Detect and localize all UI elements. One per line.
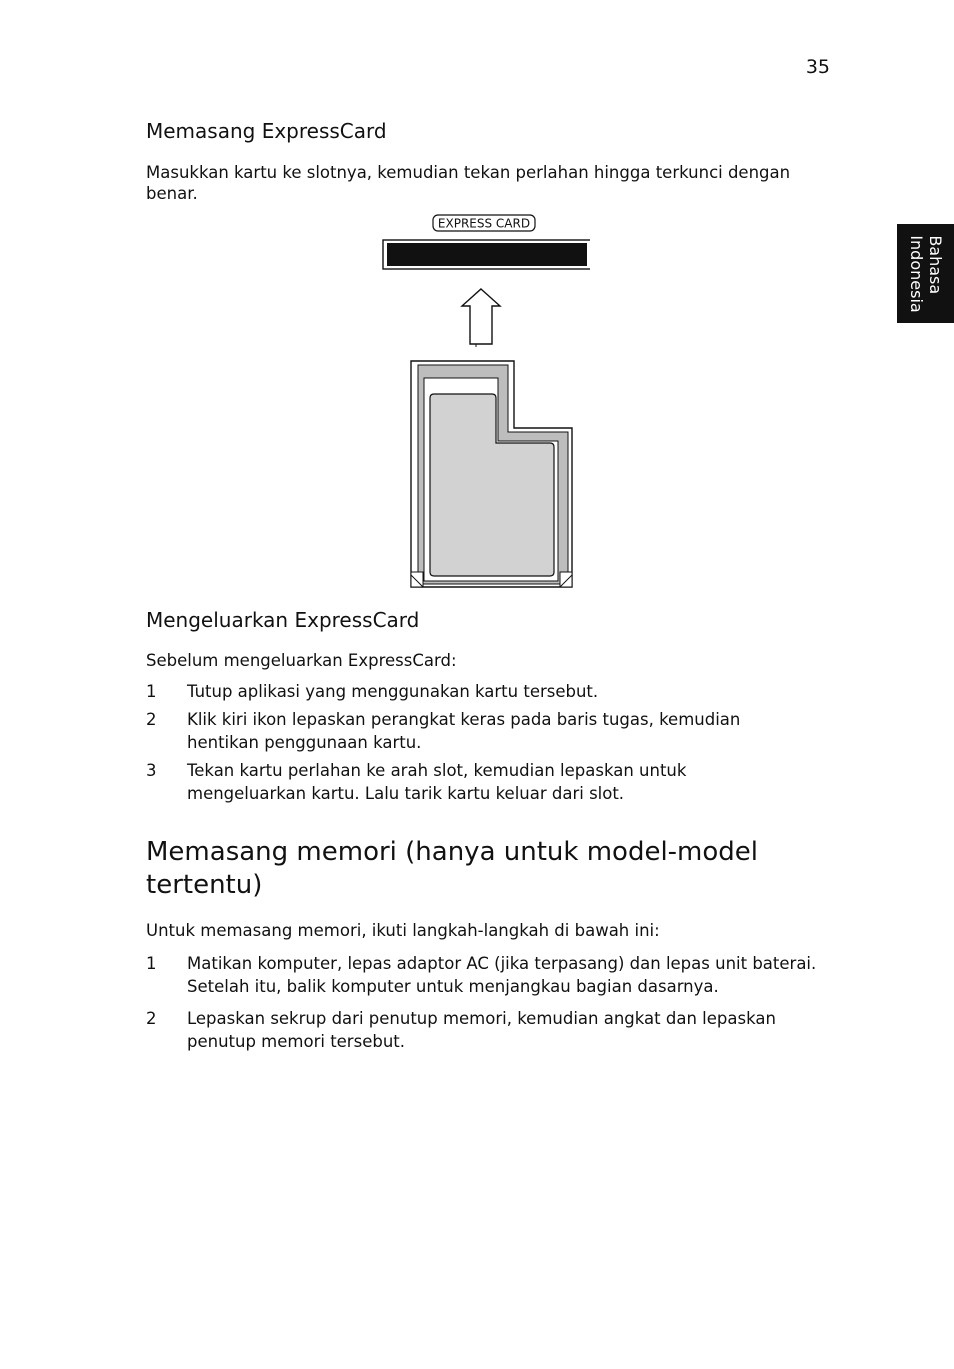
slot-opening	[387, 243, 587, 266]
expresscard-illustration	[370, 210, 590, 595]
arrow-up-icon	[462, 289, 500, 344]
heading-install-memory: Memasang memori (hanya untuk model-model tertentu)	[146, 837, 759, 900]
memory-step-text: Lepaskan sekrup dari penutup memori, kemudian angkat dan lepaskan penutup memori tersebut.	[187, 1009, 776, 1051]
insert-instructions: Masukkan kartu ke slotnya, kemudian tekan perlahan hingga terkunci dengan benar.	[146, 163, 791, 203]
remove-step-number: 3	[146, 761, 157, 780]
memory-step-number: 2	[146, 1009, 157, 1028]
side-tab-line-2: Indonesia	[906, 234, 926, 313]
slot-label: EXPRESS CARD	[437, 216, 531, 231]
memory-intro: Untuk memasang memori, ikuti langkah-langkah di bawah ini:	[146, 921, 660, 940]
remove-step-number: 1	[146, 682, 157, 701]
language-side-tab	[897, 224, 954, 323]
page-number: 35	[805, 56, 830, 78]
remove-step-text: Tekan kartu perlahan ke arah slot, kemudian lepaskan untuk mengeluarkan kartu. Lalu tarik kartu keluar dari slot.	[187, 761, 687, 803]
remove-step-text: Tutup aplikasi yang menggunakan kartu tersebut.	[187, 682, 599, 701]
memory-step-text: Matikan komputer, lepas adaptor AC (jika terpasang) dan lepas unit baterai. Setelah itu, balik komputer untuk menjangkau bagian dasarnya.	[187, 954, 817, 996]
remove-intro: Sebelum mengeluarkan ExpressCard:	[146, 651, 457, 670]
side-tab-line-1: Bahasa	[925, 234, 945, 294]
heading-remove-expresscard: Mengeluarkan ExpressCard	[146, 608, 420, 632]
remove-step-text: Klik kiri ikon lepaskan perangkat keras pada baris tugas, kemudian hentikan penggunaan kartu.	[187, 710, 741, 752]
heading-insert-expresscard: Memasang ExpressCard	[146, 119, 387, 143]
remove-step-number: 2	[146, 710, 157, 729]
card-label-area	[430, 394, 554, 576]
memory-step-number: 1	[146, 954, 157, 973]
